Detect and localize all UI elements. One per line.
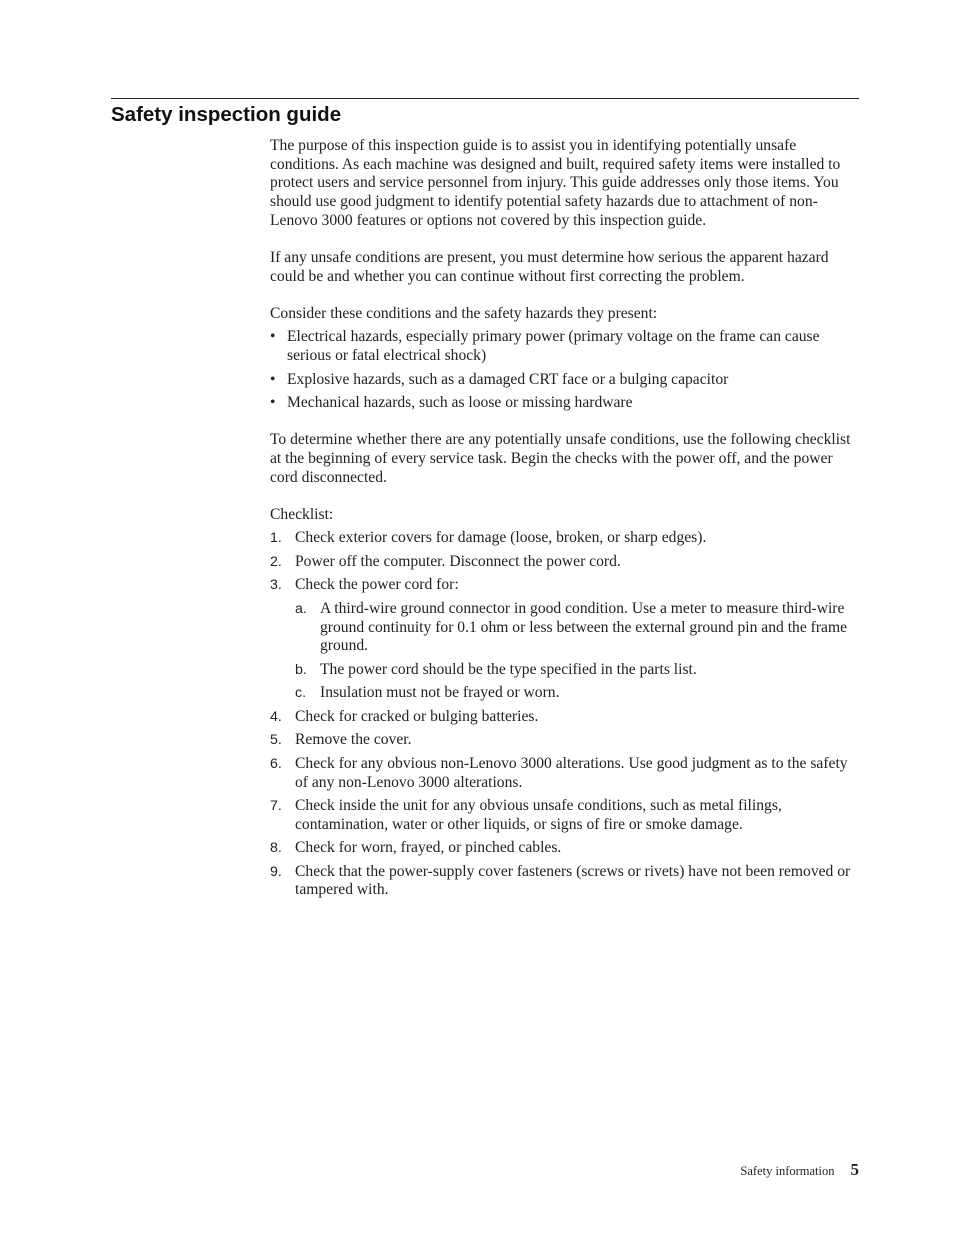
list-item bbox=[270, 328, 862, 365]
step-text: Power off the computer. Disconnect the power cord. bbox=[295, 552, 621, 570]
bullet-mark: • bbox=[270, 394, 276, 412]
list-item-text: Explosive hazards, such as a damaged CRT face or a bulging capacitor bbox=[287, 370, 729, 388]
step-number: 8. bbox=[270, 840, 282, 857]
list-item bbox=[270, 755, 862, 792]
list-item bbox=[295, 684, 862, 703]
hazard-list bbox=[270, 328, 862, 412]
substep-letter: c. bbox=[295, 685, 307, 702]
list-item bbox=[270, 394, 862, 413]
page-heading: Safety inspection guide bbox=[111, 103, 342, 126]
step-text: Check that the power-supply cover fasteners (screws or rivets) have not been removed or tampered with. bbox=[295, 862, 851, 899]
list-item bbox=[295, 600, 862, 656]
page-number: 5 bbox=[850, 1160, 859, 1179]
body-text bbox=[270, 137, 862, 905]
step-number: 7. bbox=[270, 798, 282, 815]
step-number: 1. bbox=[270, 530, 282, 547]
page-footer bbox=[740, 1160, 859, 1180]
list-item bbox=[270, 708, 862, 727]
step-number: 3. bbox=[270, 577, 282, 594]
step-text: Remove the cover. bbox=[295, 731, 412, 749]
list-item-text: Electrical hazards, especially primary power (primary voltage on the frame can cause serious or fatal electrical shock) bbox=[287, 328, 820, 365]
heading-rule bbox=[111, 98, 859, 99]
step-text: Check for cracked or bulging batteries. bbox=[295, 707, 539, 725]
list-item bbox=[270, 863, 862, 900]
list-item bbox=[270, 553, 862, 572]
sub-checklist bbox=[295, 600, 862, 703]
step-number: 5. bbox=[270, 732, 282, 749]
substep-text: The power cord should be the type specified in the parts list. bbox=[320, 660, 697, 678]
list-item bbox=[270, 839, 862, 858]
bullet-mark: • bbox=[270, 370, 276, 388]
list-item bbox=[295, 661, 862, 680]
step-text: Check the power cord for: bbox=[295, 576, 459, 594]
substep-text: A third-wire ground connector in good condition. Use a meter to measure third-wire ground continuity for 0.1 ohm or less between the external ground pin and the frame ground. bbox=[320, 599, 848, 655]
step-text: Check exterior covers for damage (loose, broken, or sharp edges). bbox=[295, 529, 707, 547]
hazards-intro: Consider these conditions and the safety hazards they present: bbox=[270, 304, 658, 322]
list-item bbox=[270, 797, 862, 834]
step-number: 6. bbox=[270, 755, 282, 772]
footer-section-title: Safety information bbox=[740, 1164, 835, 1178]
substep-text: Insulation must not be frayed or worn. bbox=[320, 684, 560, 702]
unsafe-conditions-paragraph: If any unsafe conditions are present, you must determine how serious the apparent hazard could be and whether you can continue without first correcting the problem. bbox=[270, 249, 829, 285]
checklist-intro-paragraph: To determine whether there are any potentially unsafe conditions, use the following checklist at the beginning of every service task. Begin the checks with the power off, and the power cord disconnected. bbox=[270, 431, 851, 486]
substep-letter: a. bbox=[295, 600, 307, 617]
list-item bbox=[270, 731, 862, 750]
list-item bbox=[270, 576, 862, 703]
intro-paragraph: The purpose of this inspection guide is to assist you in identifying potentially unsafe conditions. As each machine was designed and built, required safety items were installed to protect users and service personnel from injury. This guide addresses only those items. You should use good judgment to identify potential safety hazards due to attachment of non-Lenovo 3000 features or options not covered by this inspection guide. bbox=[270, 137, 841, 229]
step-number: 9. bbox=[270, 863, 282, 880]
substep-letter: b. bbox=[295, 661, 307, 678]
step-number: 2. bbox=[270, 553, 282, 570]
step-text: Check inside the unit for any obvious unsafe conditions, such as metal filings, contamination, water or other liquids, or signs of fire or smoke damage. bbox=[295, 797, 782, 833]
step-text: Check for worn, frayed, or pinched cables. bbox=[295, 839, 562, 857]
checklist-label: Checklist: bbox=[270, 505, 334, 523]
list-item bbox=[270, 529, 862, 548]
list-item-text: Mechanical hazards, such as loose or missing hardware bbox=[287, 394, 633, 412]
bullet-mark: • bbox=[270, 328, 276, 346]
checklist bbox=[270, 529, 862, 900]
list-item bbox=[270, 371, 862, 390]
step-number: 4. bbox=[270, 708, 282, 725]
step-text: Check for any obvious non-Lenovo 3000 alterations. Use good judgment as to the safety of any non-Lenovo 3000 alterations. bbox=[295, 754, 848, 791]
